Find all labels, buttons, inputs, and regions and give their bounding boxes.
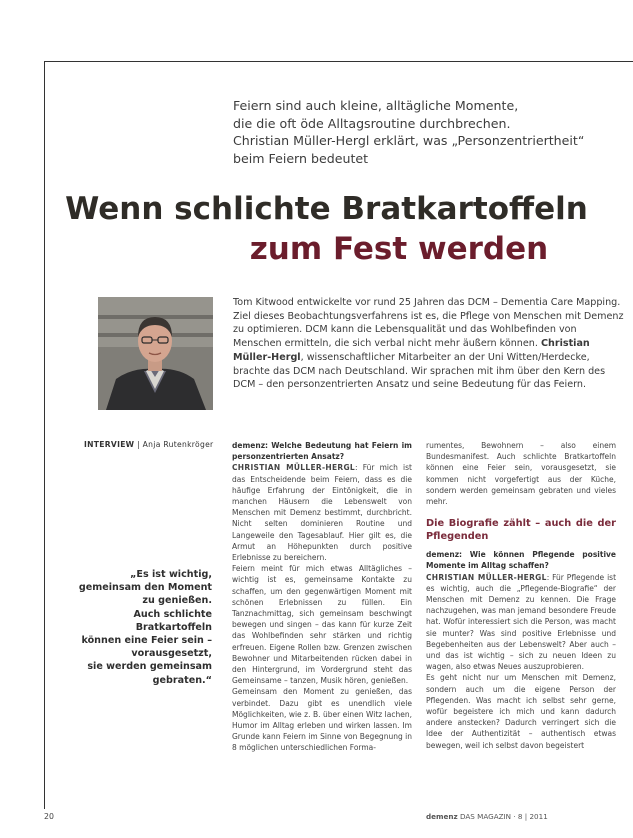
interview-answer bbox=[232, 462, 412, 563]
teaser-text bbox=[233, 296, 625, 392]
intro-line: die die oft öde Alltagsroutine durchbrechen. bbox=[233, 115, 511, 131]
teaser-paragraph bbox=[233, 296, 625, 392]
intro-line: Feiern sind auch kleine, alltägliche Momente, bbox=[233, 98, 519, 113]
interview-answer bbox=[426, 572, 616, 673]
article-headline bbox=[0, 190, 633, 268]
quote-line: gebraten.“ bbox=[152, 674, 212, 686]
answer-text: : Für Pflegende ist es wichtig, auch die „Pflegende-Biografie“ der Menschen mit Demenz zu kennen. Die Frage nachzugehen, was man jemand besondere Freude hat. Wofür interessiert sich die Person, was macht sie munter? Was sind positive Erlebnisse und Begebenheiten aus der Lebenswelt? Aber auch – und das ist wichtig – sich zu neuen Ideen zu wagen, also etwas Neues auszuprobieren. bbox=[426, 572, 617, 672]
quote-line: Auch schlichte Bratkartoffeln bbox=[133, 608, 212, 633]
body-paragraph: Es geht nicht nur um Menschen mit Demenz, sondern auch um die eigene Person der Pflegenden. Was macht ich selbst sehr gerne, wofür begeistere ich mich und kann dadurch andere anstecken? Dadurch verringert sich die Idee der Authentizität – authentisch etwas bewegen, weil ich selbst davon begeistert bbox=[426, 673, 616, 750]
byline-role: INTERVIEW bbox=[84, 440, 135, 449]
byline-separator: | bbox=[134, 440, 143, 449]
footer-magazine: demenz bbox=[426, 812, 458, 821]
quote-line: zu genießen. bbox=[142, 595, 212, 607]
intro-text bbox=[233, 97, 623, 167]
portrait-photo bbox=[98, 297, 213, 410]
byline-author: Anja Rutenkröger bbox=[142, 440, 214, 449]
byline bbox=[84, 440, 213, 449]
body-column-2 bbox=[426, 440, 616, 751]
magazine-footer bbox=[426, 812, 548, 821]
answer-text: : Für mich ist das Entscheidende beim Feiern, dass es die häufige Erfahrung der Eintönigkeit, die in manchen Häusern die Lebenswelt von Menschen mit Demenz bestimmt, durchbricht. Nicht selten dominieren Routine und Langeweile den Tagesablauf. Hier gilt es, die Armut an Höhepunkten durch positive Erlebnisse zu bereichern. bbox=[232, 463, 412, 563]
intro-line: beim Feiern bedeutet bbox=[233, 150, 369, 166]
headline-line-2: zum Fest werden bbox=[249, 231, 549, 267]
frame-left-rule bbox=[44, 61, 45, 809]
quote-line: können eine Feier sein – bbox=[81, 635, 212, 647]
section-subhead: Die Biografie zählt – auch die der Pflegenden bbox=[426, 518, 616, 543]
quote-line: „Es ist wichtig, bbox=[130, 569, 212, 580]
headline-line-1: Wenn schlichte Bratkartoffeln bbox=[65, 191, 588, 227]
speaker-name: CHRISTIAN MÜLLER-HERGL bbox=[426, 572, 547, 582]
quote-line: gemeinsam den Moment bbox=[78, 582, 212, 594]
quote-line: sie werden gemeinsam bbox=[87, 661, 212, 673]
pull-quote bbox=[78, 568, 212, 687]
footer-issue: DAS MAGAZIN · 8 | 2011 bbox=[459, 812, 548, 821]
body-paragraph: rumentes, Bewohnern – also einem Bundesmanifest. Auch schlichte Bratkartoffeln können eine Feier sein, vorausgesetzt, sie kommen nicht vorgefertigt aus der Küche, sondern werden gemeinsam gebraten und vieles mehr. bbox=[426, 441, 616, 507]
speaker-name: CHRISTIAN MÜLLER-HERGL bbox=[232, 463, 355, 473]
quote-line: vorausgesetzt, bbox=[131, 648, 212, 660]
teaser-part-2: , wissenschaftlicher Mitarbeiter an der Uni Witten/Herdecke, brachte das DCM nach Deutschland. Wir sprachen mit ihm über den Kern des DCM – den personzentrierten Ansatz und seine Bedeutung für das Feiern. bbox=[233, 351, 606, 391]
teaser-part-1: Tom Kitwood entwickelte vor rund 25 Jahren das DCM – Dementia Care Mapping. Ziel dieses Beobachtungsverfahrens ist es, die Pflege von Menschen mit Demenz zu optimieren. DCM kann die Lebensqualität und das Wohlbefinden von Menschen ermitteln, die sich verbal nicht mehr äußern können. bbox=[233, 297, 624, 350]
frame-top-rule bbox=[44, 61, 633, 62]
interview-question: demenz: Welche Bedeutung hat Feiern im personzentrierten Ansatz? bbox=[232, 441, 412, 462]
page-number: 20 bbox=[44, 812, 54, 821]
body-paragraph: Gemeinsam den Moment zu genießen, das verbindet. Dazu gibt es unendlich viele Möglichkeiten, wie z. B. über einen Witz lachen, Humor im Alltag erleben und wirken lassen. Im Grunde kann Feiern im Sinne von Begegnung in 8 möglichen unterschiedlichen Forma- bbox=[232, 687, 412, 753]
body-column-1 bbox=[232, 440, 412, 754]
portrait-illustration bbox=[98, 297, 213, 410]
teaser-name: Christian Müller-Hergl bbox=[233, 338, 590, 363]
intro-line: Christian Müller-Hergl erklärt, was „Personzentriertheit“ bbox=[233, 133, 585, 148]
body-paragraph: Feiern meint für mich etwas Alltägliches – wichtig ist es, gemeinsame Kontakte zu schaffen, um den gegenwärtigen Moment mit schönen Erlebnissen zu füllen. Ein Tanznachmittag, sich gemeinsam beschwingt bewegen und singen – das kann für kurze Zeit das Wohlbefinden sehr stärken und richtig erfreuen. Eigene Rollen bzw. Grenzen zwischen Bewohner und Mitarbeitenden rücken dabei in den Hintergrund, im Vordergrund steht das Gemeinsame – tanzen, Musik hören, genießen. bbox=[232, 564, 412, 686]
interview-question: demenz: Wie können Pflegende positive Momente im Alltag schaffen? bbox=[426, 550, 616, 571]
